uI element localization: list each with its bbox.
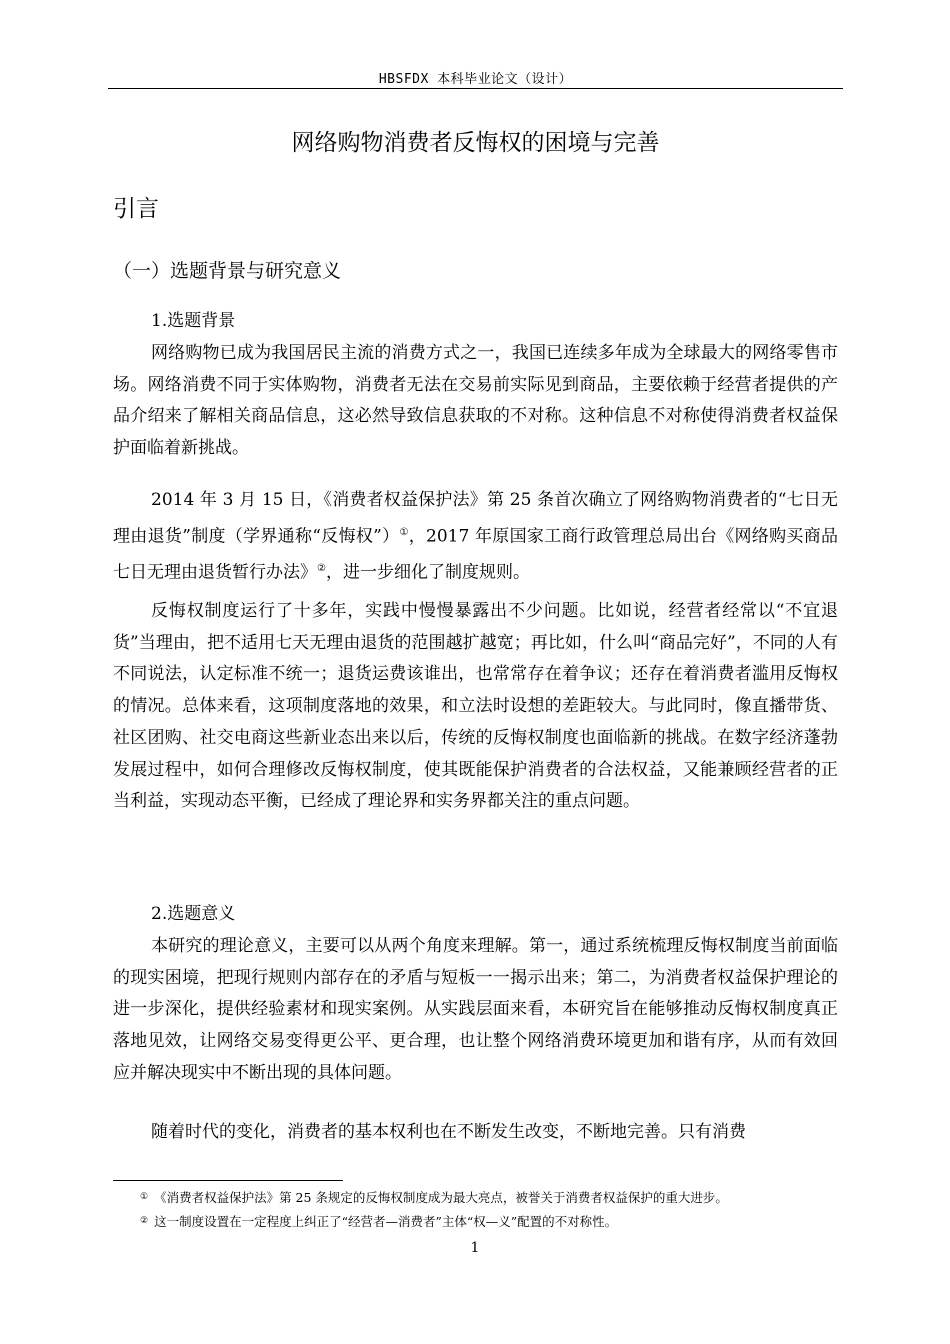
- footnote-1-mark: ①: [140, 1192, 149, 1202]
- paragraph-1: 网络购物已成为我国居民主流的消费方式之一，我国已连续多年成为全球最大的网络零售市场。网络消费不同于实体购物，消费者无法在交易前实际见到商品，主要依赖于经营者提供的产品介绍来了解相关商品信息，这必然导致信息获取的不对称。这种信息不对称使得消费者权益保护面临着新挑战。: [113, 343, 838, 459]
- document-title: 网络购物消费者反悔权的困境与完善: [291, 130, 660, 156]
- paragraph-2-part-b: ，2017 年原国家工商行政管理总局出台《网络购买商品七日无理由退货暂行办法》: [113, 526, 838, 583]
- paragraph-5: 随着时代的变化，消费者的基本权利也在不断发生改变，不断地完善。只有消费: [151, 1122, 746, 1142]
- paragraph-2: [113, 485, 838, 589]
- footnote-2: [140, 1212, 617, 1230]
- footnote-2-text: 这一制度设置在一定程度上纠正了“经营者—消费者”主体“权—义”配置的不对称性。: [154, 1214, 618, 1229]
- paragraph-2-part-c: ，进一步细化了制度规则。: [325, 562, 530, 583]
- footnote-2-mark: ②: [140, 1216, 149, 1226]
- section-heading: 引言: [113, 196, 159, 222]
- footnote-ref-2[interactable]: ②: [317, 563, 326, 575]
- running-header: HBSFDX 本科毕业论文（设计）: [378, 72, 573, 87]
- footnote-1-text: 《消费者权益保护法》第 25 条规定的反悔权制度成为最大亮点，被誉关于消费者权益保护的重大进步。: [154, 1190, 728, 1205]
- footnote-1: [140, 1188, 728, 1206]
- footnote-separator: [113, 1180, 343, 1181]
- footnote-ref-1[interactable]: ①: [399, 526, 409, 538]
- subsection-heading: （一）选题背景与研究意义: [113, 260, 342, 282]
- paragraph-2-part-a: 2014 年 3 月 15 日，《消费者权益保护法》第 25 条首次确立了网络购物消费者的“七日无理由退货”制度（学界通称“反悔权”）: [113, 490, 839, 547]
- paragraph-3: 反悔权制度运行了十多年，实践中慢慢暴露出不少问题。比如说，经营者经常以“不宜退货”当理由，把不适用七天无理由退货的范围越扩越宽；再比如，什么叫“商品完好”，不同的人有不同说法，认定标准不统一；退货运费该谁出，也常常存在着争议；还存在着消费者滥用反悔权的情况。总体来看，这项制度落地的效果，和立法时设想的差距较大。与此同时，像直播带货、社区团购、社交电商这些新业态出来以后，传统的反悔权制度也面临新的挑战。在数字经济蓬勃发展过程中，如何合理修改反悔权制度，使其既能保护消费者的合法权益，又能兼顾经营者的正当利益，实现动态平衡，已经成了理论界和实务界都关注的重点问题。: [113, 601, 838, 812]
- header-rule: [108, 88, 843, 89]
- sub-heading-background: 1.选题背景: [151, 311, 236, 331]
- sub-heading-significance: 2.选题意义: [151, 904, 236, 924]
- page-number: 1: [470, 1240, 480, 1256]
- paragraph-4: 本研究的理论意义，主要可以从两个角度来理解。第一，通过系统梳理反悔权制度当前面临的现实困境，把现行规则内部存在的矛盾与短板一一揭示出来；第二，为消费者权益保护理论的进一步深化，提供经验素材和现实案例。从实践层面来看，本研究旨在能够推动反悔权制度真正落地见效，让网络交易变得更公平、更合理，也让整个网络消费环境更加和谐有序，从而有效回应并解决现实中不断出现的具体问题。: [113, 936, 838, 1083]
